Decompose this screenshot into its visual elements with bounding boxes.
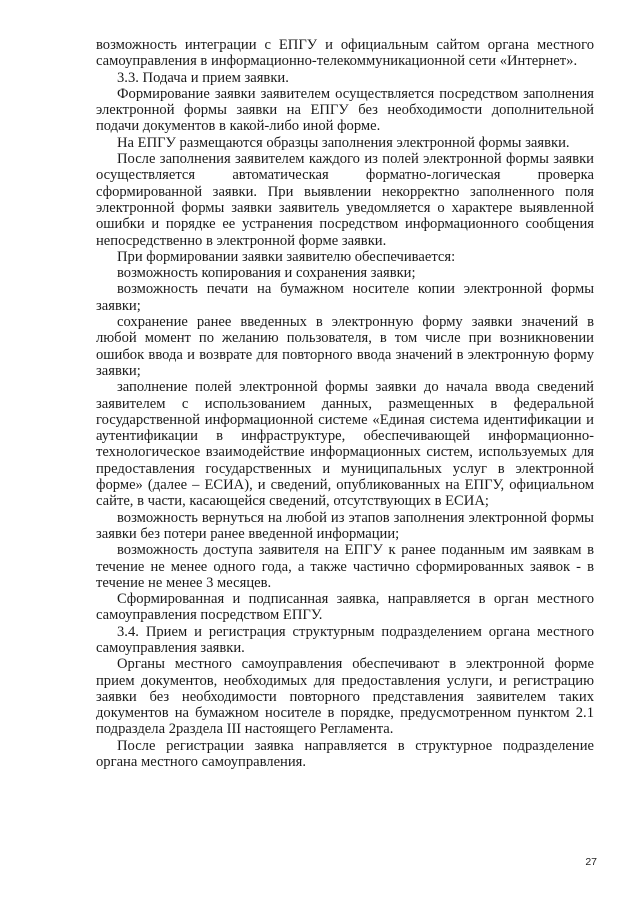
paragraph: возможность доступа заявителя на ЕПГУ к ранее поданным им заявкам в течение не менее одного года, а также частично сформированных заявок - в течение не менее 3 месяцев. <box>96 542 594 591</box>
paragraph: заполнение полей электронной формы заявки до начала ввода сведений заявителем с использованием данных, размещенных в федеральной государственной информационной системе «Единая система идентификации и аутентификации в инфраструктуре, обеспечивающей информационно-технологическое взаимодействие информационных систем, используемых для предоставления государственных и муниципальных услуг в электронной форме» (далее – ЕСИА), и сведений, опубликованных на ЕПГУ, официальном сайте, в части, касающейся сведений, отсутствующих в ЕСИА; <box>96 379 594 510</box>
paragraph: При формировании заявки заявителю обеспечивается: <box>117 248 456 265</box>
paragraph: 3.4. Прием и регистрация структурным подразделением органа местного самоуправления заявки. <box>96 623 594 656</box>
paragraph: возможность печати на бумажном носителе копии электронной формы заявки; <box>96 281 594 314</box>
paragraph: Формирование заявки заявителем осуществляется посредством заполнения электронной формы заявки на ЕПГУ без необходимости дополнительной подачи документов в какой-либо иной форме. <box>96 85 594 135</box>
page-number: 27 <box>585 856 597 868</box>
paragraph: возможность вернуться на любой из этапов заполнения электронной формы заявки без потери ранее введенной информации; <box>96 509 594 542</box>
document-body <box>96 37 594 770</box>
paragraph: сохранение ранее введенных в электронную форму заявки значений в любой момент по желанию пользователя, в том числе при возникновении ошибок ввода и возврате для повторного ввода значений в электронную форму заявки; <box>96 314 594 379</box>
paragraph: Сформированная и подписанная заявка, направляется в орган местного самоуправления посредством ЕПГУ. <box>96 591 594 624</box>
paragraph: На ЕПГУ размещаются образцы заполнения электронной формы заявки. <box>117 134 570 151</box>
paragraph: После заполнения заявителем каждого из полей электронной формы заявки осуществляется автоматическая форматно-логическая проверка сформированной заявки. При выявлении некорректно заполненного поля электронной формы заявки заявитель уведомляется о характере выявленной ошибки и порядке ее устранения посредством информационного сообщения непосредственно в электронной форме заявки. <box>96 151 594 249</box>
paragraph: После регистрации заявка направляется в структурное подразделение органа местного самоуправления. <box>96 737 594 771</box>
paragraph: 3.3. Подача и прием заявки. <box>117 69 289 86</box>
paragraph: возможность копирования и сохранения заявки; <box>117 265 416 282</box>
paragraph: возможность интеграции с ЕПГУ и официальным сайтом органа местного самоуправления в информационно-телекоммуникационной сети «Интернет». <box>96 37 594 70</box>
paragraph: Органы местного самоуправления обеспечивают в электронной форме прием документов, необходимых для предоставления услуги, и регистрацию заявки без необходимости повторного представления заявителем таких документов на бумажном носителе в порядке, предусмотренном пунктом 2.1 подраздела 2раздела III настоящего Регламента. <box>96 656 594 738</box>
